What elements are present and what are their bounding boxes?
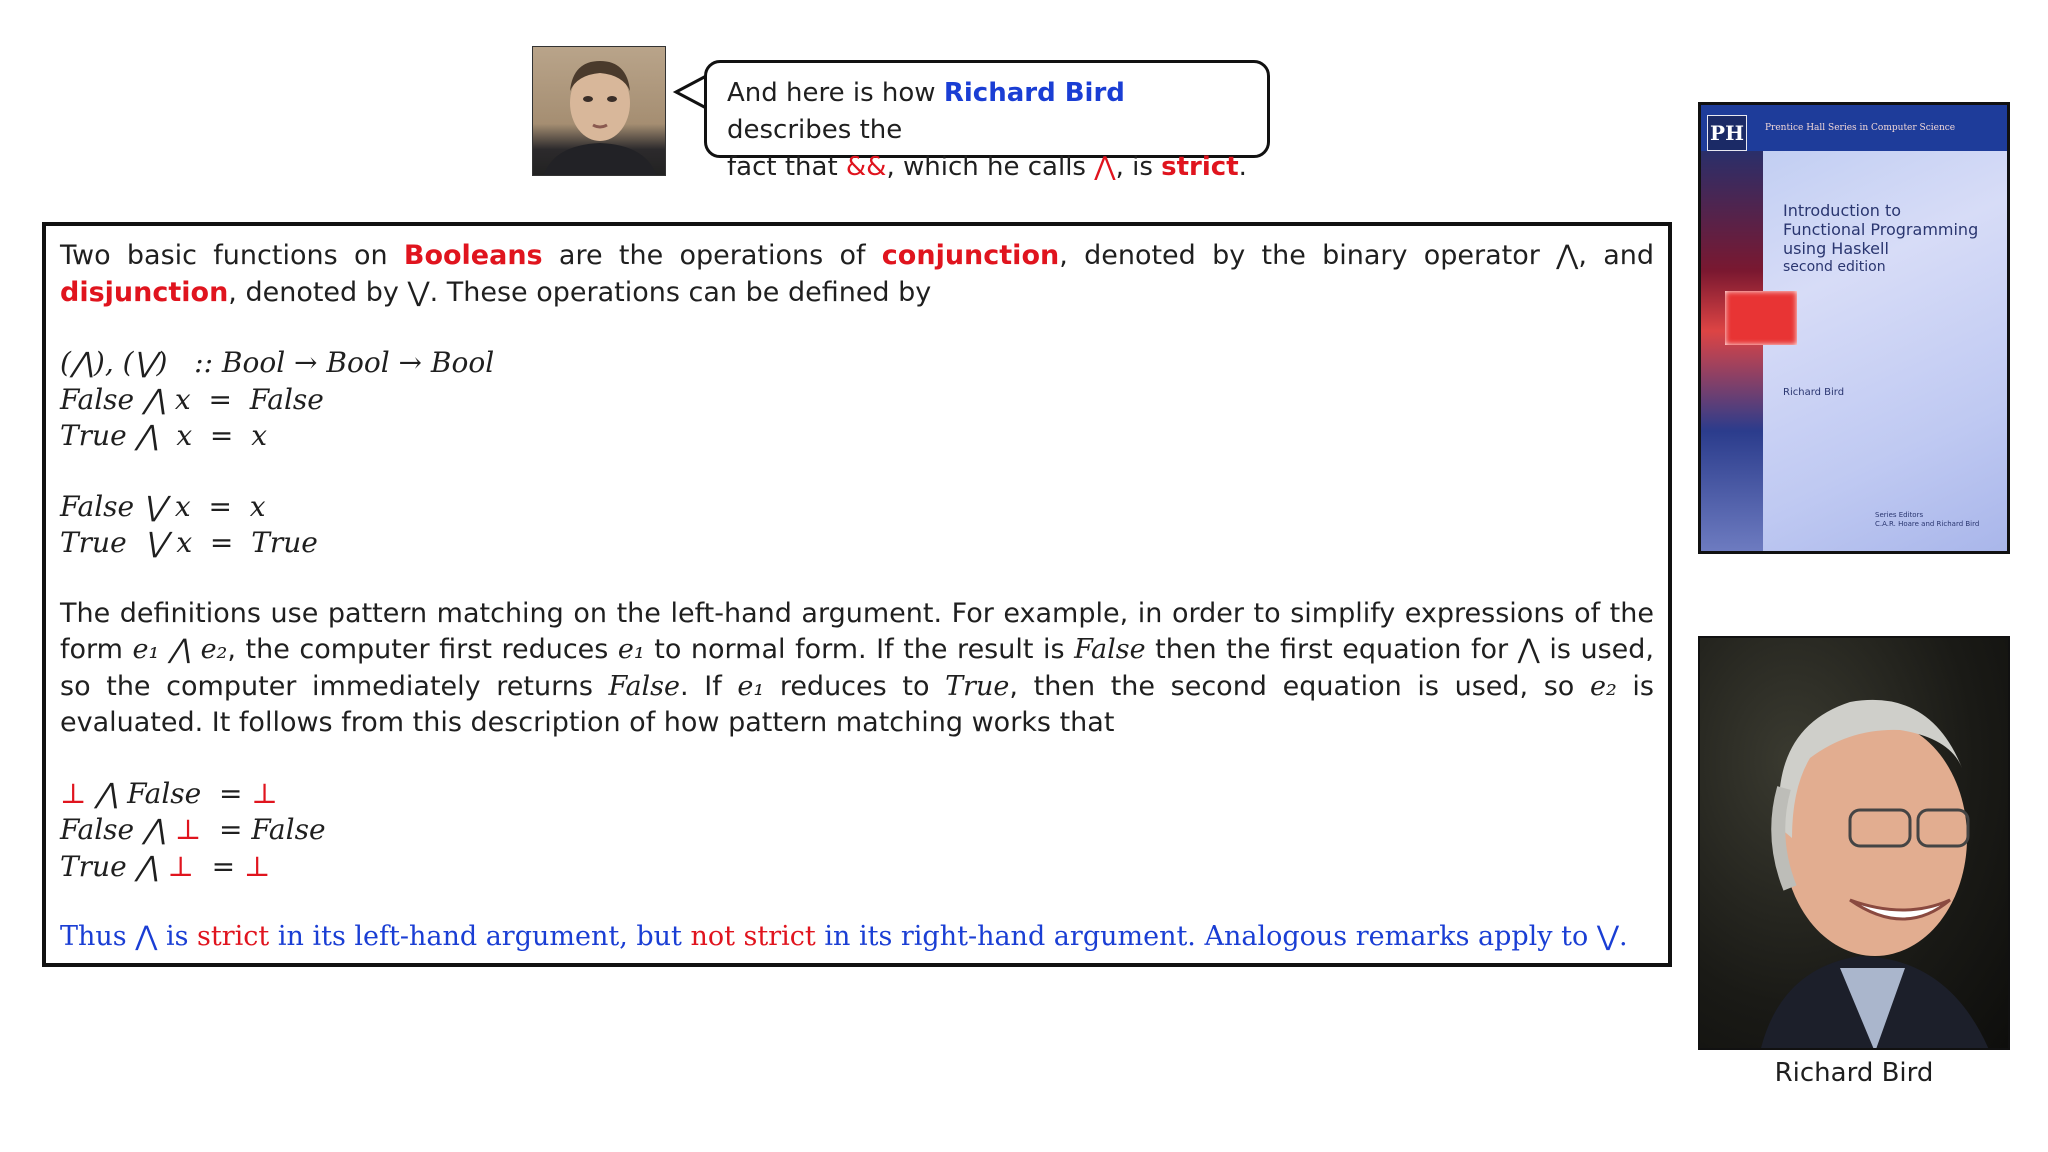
bottom-equation-2: False ⋀ ⊥ = False — [60, 813, 326, 846]
book-editors: Series Editors C.A.R. Hoare and Richard Bird — [1875, 511, 1980, 528]
book-author: Richard Bird — [1783, 387, 1845, 398]
or-equation-1: False ⋁ x = x — [60, 489, 266, 523]
conclusion-sentence: Thus ⋀ is strict in its left-hand argument, but not strict in its right-hand argument. Analogous remarks apply to ⋁. — [60, 921, 1628, 952]
and-equation-2: True ⋀ x = x — [60, 419, 267, 452]
book-title: Introduction to Functional Programming using Haskell second edition — [1783, 201, 1979, 275]
speaker-avatar — [532, 46, 666, 176]
portrait-photo — [1698, 636, 2010, 1050]
speech-bubble — [704, 60, 1270, 182]
bubble-line-2: fact that &&, which he calls ⋀, is strict. — [727, 152, 1247, 182]
book-excerpt-box — [42, 222, 1672, 967]
type-signature: (⋀), (⋁) :: Bool → Bool → Bool — [60, 346, 495, 379]
book-cover-stripe — [1701, 151, 1763, 551]
strict-word: strict — [1161, 152, 1239, 182]
book-cover-image — [1698, 102, 2010, 554]
publisher-logo: PH — [1707, 115, 1747, 151]
op-and: && — [845, 152, 887, 182]
bottom-equation-1: ⊥ ⋀ False = ⊥ — [60, 776, 278, 810]
bottom-equation-3: True ⋀ ⊥ = ⊥ — [60, 849, 271, 883]
or-equation-2: True ⋁ x = True — [60, 526, 318, 559]
photo-caption: Richard Bird — [1774, 1058, 1934, 1088]
explanation-paragraph: The definitions use pattern matching on the left-hand argument. For example, in order to simplify expressions of the form e₁ ⋀ e₂, the computer first reduces e₁ to normal form. If the result is False then the first equation for ⋀ is used, so the computer immediately returns False. If e₁ reduces to True, then the second equation is used, so e₂ is evaluated. It follows from this description of how pattern matching works that — [60, 597, 1654, 738]
book-cover-red-square — [1725, 291, 1797, 345]
bubble-line-1: And here is how Richard Bird describes the — [727, 78, 1125, 145]
and-equation-1: False ⋀ x = False — [60, 382, 324, 416]
name-richard-bird: Richard Bird — [943, 78, 1125, 108]
intro-paragraph: Two basic functions on Booleans are the operations of conjunction, denoted by the binary operator ⋀, and disjunction, denoted by ⋁. These operations can be defined by — [60, 240, 1654, 308]
conj-symbol: ⋀ — [1094, 152, 1116, 182]
book-series: Prentice Hall Series in Computer Science — [1765, 123, 1956, 133]
